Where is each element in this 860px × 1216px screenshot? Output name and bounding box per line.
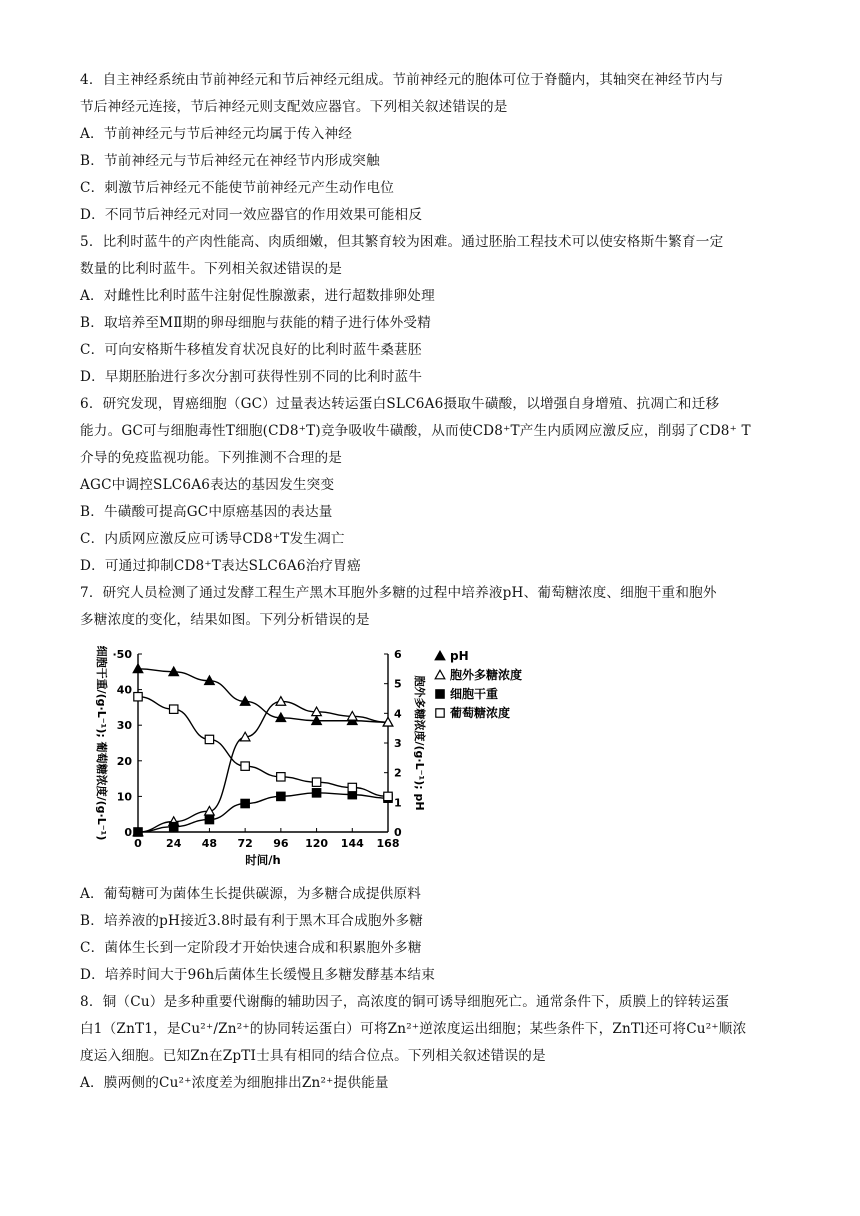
q6-option-a: AGC中调控SLC6A6表达的基因发生突变 bbox=[80, 477, 335, 493]
q7-option-c: C．菌体生长到一定阶段才开始快速合成和积累胞外多糖 bbox=[80, 940, 422, 956]
x-tick-label: 96 bbox=[273, 837, 289, 850]
q6-stem-line-2: 能力。GC可与细胞毒性T细胞(CD8⁺T)竞争吸收牛磺酸，从而使CD8⁺T产生内质网应激反应，削弱了CD8⁺ T bbox=[80, 423, 751, 439]
q7-stem-line-1: 7．研究人员检测了通过发酵工程生产黑木耳胞外多糖的过程中培养液pH、葡萄糖浓度、细胞干重和胞外 bbox=[80, 585, 717, 601]
x-tick-label: 120 bbox=[305, 837, 329, 850]
q8-option-a: A．膜两侧的Cu²⁺浓度差为细胞排出Zn²⁺提供能量 bbox=[80, 1075, 389, 1091]
legend-label: 细胞干重 bbox=[450, 687, 499, 701]
series-2-point bbox=[312, 789, 320, 797]
x-axis-label: 时间/h bbox=[245, 853, 281, 867]
legend-label: 葡萄糖浓度 bbox=[450, 706, 511, 720]
q6-option-b: B．牛磺酸可提高GC中原癌基因的表达量 bbox=[80, 504, 333, 520]
q4-option-b: B．节前神经元与节后神经元在神经节内形成突触 bbox=[80, 153, 380, 169]
series-3-point bbox=[205, 735, 213, 743]
series-2-point bbox=[170, 822, 178, 830]
series-3-point bbox=[134, 693, 142, 701]
legend-marker bbox=[436, 690, 444, 698]
x-tick-label: 24 bbox=[166, 837, 182, 850]
series-2-point bbox=[134, 828, 142, 836]
right-tick-label: 6 bbox=[394, 648, 402, 661]
x-tick-label: 72 bbox=[237, 837, 253, 850]
q5-stem-line-1: 5．比利时蓝牛的产肉性能高、肉质细嫩，但其繁育较为困难。通过胚胎工程技术可以使安格斯牛繁育一定 bbox=[80, 234, 724, 250]
q5-option-c: C．可向安格斯牛移植发育状况良好的比利时蓝牛桑葚胚 bbox=[80, 342, 422, 358]
q4-stem-line-2: 节后神经元连接，节后神经元则支配效应器官。下列相关叙述错误的是 bbox=[80, 99, 508, 115]
legend-marker bbox=[435, 670, 445, 679]
left-tick-label: 10 bbox=[116, 790, 132, 804]
series-2-point bbox=[205, 815, 213, 823]
x-tick-label: 0 bbox=[134, 837, 142, 850]
left-tick-label: 40 bbox=[116, 683, 132, 697]
legend-label: pH bbox=[450, 649, 469, 663]
chart-svg bbox=[80, 640, 560, 880]
right-axis-label: 胞外多糖浓度/(g·L⁻¹); pH bbox=[413, 675, 426, 811]
left-tick-label: ·50 bbox=[112, 648, 132, 661]
x-tick-label: 168 bbox=[376, 837, 400, 850]
series-3-point bbox=[241, 762, 249, 770]
right-tick-label: 5 bbox=[394, 677, 402, 691]
q7-option-a: A．葡萄糖可为菌体生长提供碳源，为多糖合成提供原料 bbox=[80, 886, 422, 902]
legend-marker bbox=[435, 651, 445, 660]
left-axis-label: 细胞干重/(g·L⁻¹); 葡萄糖浓度/(g·L⁻¹) bbox=[95, 645, 108, 841]
q6-option-c: C．内质网应激反应可诱导CD8⁺T发生凋亡 bbox=[80, 531, 345, 547]
series-3-point bbox=[384, 792, 392, 800]
q7-stem-line-2: 多糖浓度的变化，结果如图。下列分析错误的是 bbox=[80, 612, 370, 628]
right-tick-label: 4 bbox=[394, 707, 402, 721]
x-tick-label: 48 bbox=[201, 837, 218, 850]
q4-stem-line-1: 4．自主神经系统由节前神经元和节后神经元组成。节前神经元的胞体可位于脊髓内，其轴突在神经节内与 bbox=[80, 72, 724, 88]
left-tick-label: 20 bbox=[116, 754, 132, 768]
q4-option-d: D．不同节后神经元对同一效应器官的作用效果可能相反 bbox=[80, 207, 423, 223]
q5-option-b: B．取培养至MⅡ期的卵母细胞与获能的精子进行体外受精 bbox=[80, 315, 432, 331]
q5-option-d: D．早期胚胎进行多次分割可获得性别不同的比利时蓝牛 bbox=[80, 369, 423, 385]
left-tick-label: 0 bbox=[124, 826, 132, 839]
fermentation-chart bbox=[80, 640, 560, 880]
q4-option-c: C．刺激节后神经元不能使节前神经元产生动作电位 bbox=[80, 180, 395, 196]
right-tick-label: 3 bbox=[394, 737, 402, 750]
series-3-point bbox=[312, 778, 320, 786]
q7-option-d: D．培养时间大于96h后菌体生长缓慢且多糖发酵基本结束 bbox=[80, 967, 436, 983]
series-3-point bbox=[170, 705, 178, 713]
q6-stem-line-3: 介导的免疫监视功能。下列推测不合理的是 bbox=[80, 450, 343, 466]
right-tick-label: 1 bbox=[394, 796, 402, 810]
q8-stem-line-1: 8．铜（Cu）是多种重要代谢酶的辅助因子，高浓度的铜可诱导细胞死亡。通常条件下，质膜上的锌转运蛋 bbox=[80, 994, 730, 1010]
series-3-point bbox=[277, 773, 285, 781]
q7-option-b: B．培养液的pH接近3.8时最有利于黑木耳合成胞外多糖 bbox=[80, 913, 424, 929]
left-tick-label: 30 bbox=[116, 719, 132, 733]
series-2-point bbox=[277, 792, 285, 800]
q5-stem-line-2: 数量的比利时蓝牛。下列相关叙述错误的是 bbox=[80, 261, 343, 277]
q6-option-d: D．可通过抑制CD8⁺T表达SLC6A6治疗胃癌 bbox=[80, 558, 361, 574]
series-2-point bbox=[241, 799, 249, 807]
q6-stem-line-1: 6．研究发现，胃癌细胞（GC）过量表达转运蛋白SLC6A6摄取牛磺酸，以增强自身增殖、抗凋亡和迁移 bbox=[80, 396, 720, 412]
right-tick-label: 2 bbox=[394, 766, 402, 780]
legend-marker bbox=[436, 709, 444, 717]
q4-option-a: A．节前神经元与节后神经元均属于传入神经 bbox=[80, 126, 353, 142]
right-tick-label: 0 bbox=[394, 826, 402, 839]
series-3-point bbox=[348, 783, 356, 791]
x-tick-label: 144 bbox=[340, 837, 364, 850]
q5-option-a: A．对雌性比利时蓝牛注射促性腺激素，进行超数排卵处理 bbox=[80, 288, 435, 304]
legend-label: 胞外多糖浓度 bbox=[450, 668, 523, 682]
q8-stem-line-2: 白1（ZnT1，是Cu²⁺/Zn²⁺的协同转运蛋白）可将Zn²⁺逆浓度运出细胞；某些条件下，ZnTl还可将Cu²⁺顺浓 bbox=[80, 1021, 747, 1037]
q8-stem-line-3: 度运入细胞。已知Zn在ZpTI士具有相同的结合位点。下列相关叙述错误的是 bbox=[80, 1048, 546, 1064]
